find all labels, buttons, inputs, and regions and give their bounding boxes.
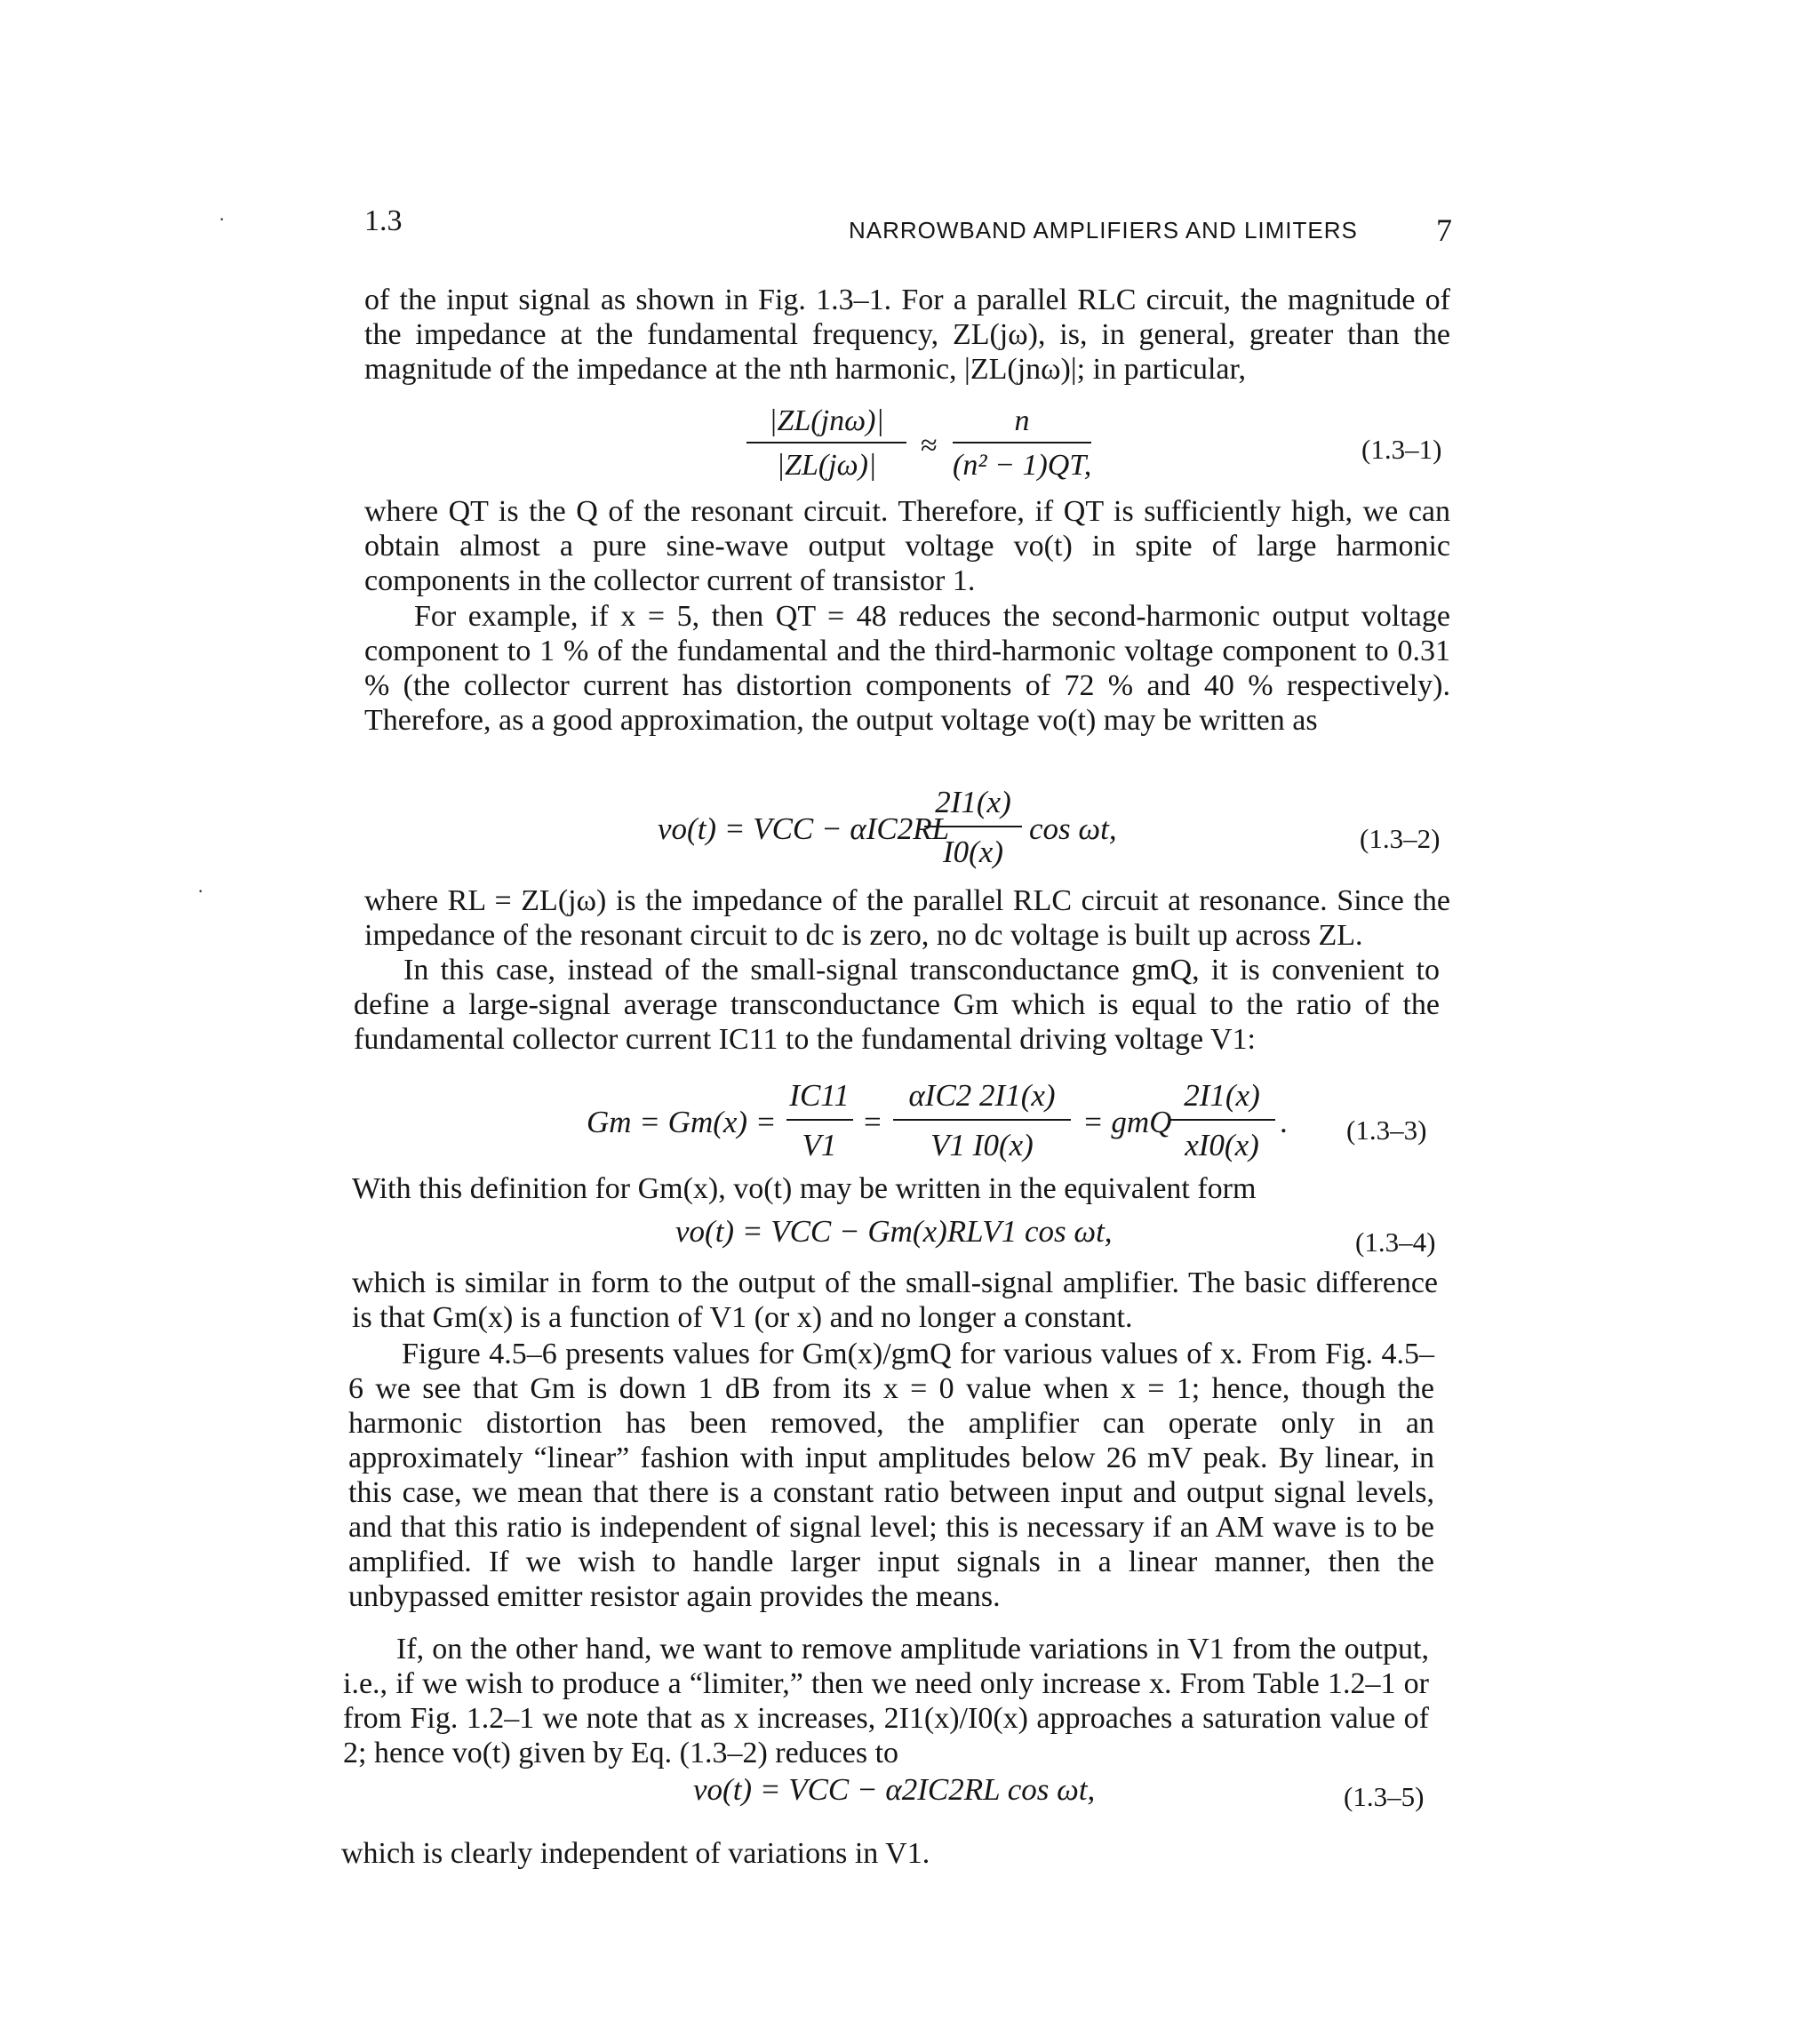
equation-1-3-3 bbox=[587, 1074, 1457, 1171]
eq1-lhs-denominator: |ZL(jω)| bbox=[776, 449, 877, 482]
paragraph: In this case, instead of the small-signal transconductance gmQ, it is convenient to define a large-signal average transconductance Gm which is equal to the ratio of the fundamental collector current IC11 to the fundamental driving voltage V1: bbox=[354, 954, 1440, 1056]
eq3-lhs: Gm = Gm(x) = bbox=[587, 1105, 777, 1139]
scan-speck: · bbox=[219, 208, 226, 230]
eq3-f3-denominator: xI0(x) bbox=[1185, 1128, 1259, 1162]
eq3-f1-numerator: IC11 bbox=[789, 1078, 850, 1113]
equation-1-3-5: vo(t) = VCC − α2IC2RL cos ωt, bbox=[693, 1772, 1096, 1807]
eq3-middle: = gmQ bbox=[1082, 1105, 1172, 1139]
eq2-denominator: I0(x) bbox=[942, 835, 1004, 869]
page-header bbox=[364, 204, 1452, 249]
eq3-f3-numerator: 2I1(x) bbox=[1184, 1078, 1260, 1113]
eq2-label: (1.3–2) bbox=[1360, 823, 1441, 854]
paragraph: where QT is the Q of the resonant circuit. Therefore, if QT is sufficiently high, we can obtain almost a pure sine-wave output voltage vo(t) in spite of large harmonic components in the collector current of transistor 1. bbox=[364, 495, 1450, 597]
running-title: NARROWBAND AMPLIFIERS AND LIMITERS bbox=[849, 217, 1358, 244]
eq1-lhs-numerator: |ZL(jnω)| bbox=[769, 404, 884, 437]
eq3-f2-denominator: V1 I0(x) bbox=[930, 1128, 1034, 1162]
eq1-label: (1.3–1) bbox=[1361, 434, 1442, 465]
eq2-expression-left: vo(t) = VCC − αIC2RL bbox=[658, 811, 950, 846]
equation-1-3-2 bbox=[658, 780, 1457, 878]
paragraph: where RL = ZL(jω) is the impedance of the parallel RLC circuit at resonance. Since the impedance of the resonant circuit to dc is zero, no dc voltage is built up across ZL. bbox=[364, 884, 1450, 952]
eq3-f2-numerator: αIC2 2I1(x) bbox=[908, 1078, 1056, 1113]
eq3-equals: = bbox=[864, 1105, 882, 1139]
paragraph: For example, if x = 5, then QT = 48 reduces the second-harmonic output voltage component to 1 % of the fundamental and the third-harmonic voltage component to 0.31 % (the collector current has distortion components of 72 % and 40 % respectively). Therefore, as a good approximation, the output voltage vo(t) may be written as bbox=[364, 600, 1450, 737]
paragraph: which is clearly independent of variations in V1. bbox=[341, 1837, 930, 1870]
eq3-label: (1.3–3) bbox=[1346, 1114, 1427, 1146]
scan-speck: · bbox=[197, 880, 204, 902]
paragraph: If, on the other hand, we want to remove amplitude variations in V1 from the output, i.e., if we wish to produce a “limiter,” then we need only increase x. From Table 1.2–1 or from Fig. 1.2–1 we note that as x increases, 2I1(x)/I0(x) approaches a saturation value of 2; hence vo(t) given by Eq. (1.3–2) reduces to bbox=[343, 1633, 1429, 1769]
page-number: 7 bbox=[1436, 212, 1452, 248]
eq2-numerator: 2I1(x) bbox=[935, 785, 1011, 819]
paragraph: of the input signal as shown in Fig. 1.3–1. For a parallel RLC circuit, the magnitude of the impedance at the fundamental frequency, ZL(jω), is, in general, greater than the magnitude of the impedance at the nth harmonic, |ZL(jnω)|; in particular, bbox=[364, 284, 1450, 386]
eq3-period: . bbox=[1280, 1105, 1288, 1139]
equation-1-3-4: vo(t) = VCC − Gm(x)RLV1 cos ωt, bbox=[675, 1214, 1113, 1249]
eq1-relation: ≈ bbox=[921, 429, 938, 462]
eq1-rhs-denominator: (n² − 1)QT, bbox=[953, 449, 1092, 482]
paragraph: Figure 4.5–6 presents values for Gm(x)/gmQ for various values of x. From Fig. 4.5–6 we see that Gm is down 1 dB from its x = 0 value when x = 1; hence, though the harmonic distortion has been removed, the amplifier can operate only in an approximately “linear” fashion with input amplitudes below 26 mV peak. By linear, in this case, we mean that there is a constant ratio between input and output signal levels, and that this ratio is independent of signal level; this is necessary if an AM wave is to be amplified. If we wish to handle larger input signals in a linear manner, then the unbypassed emitter resistor again provides the means. bbox=[348, 1338, 1434, 1613]
eq5-label: (1.3–5) bbox=[1344, 1781, 1425, 1812]
eq1-rhs-numerator: n bbox=[1014, 404, 1030, 437]
equation-1-3-1 bbox=[729, 398, 1457, 487]
paragraph: which is similar in form to the output of the small-signal amplifier. The basic difference is that Gm(x) is a function of V1 (or x) and no longer a constant. bbox=[352, 1266, 1438, 1334]
eq2-expression-right: cos ωt, bbox=[1029, 811, 1117, 846]
eq3-f1-denominator: V1 bbox=[802, 1128, 837, 1162]
section-number: 1.3 bbox=[364, 204, 403, 237]
eq4-label: (1.3–4) bbox=[1355, 1226, 1436, 1258]
paragraph: With this definition for Gm(x), vo(t) may be written in the equivalent form bbox=[352, 1172, 1257, 1205]
